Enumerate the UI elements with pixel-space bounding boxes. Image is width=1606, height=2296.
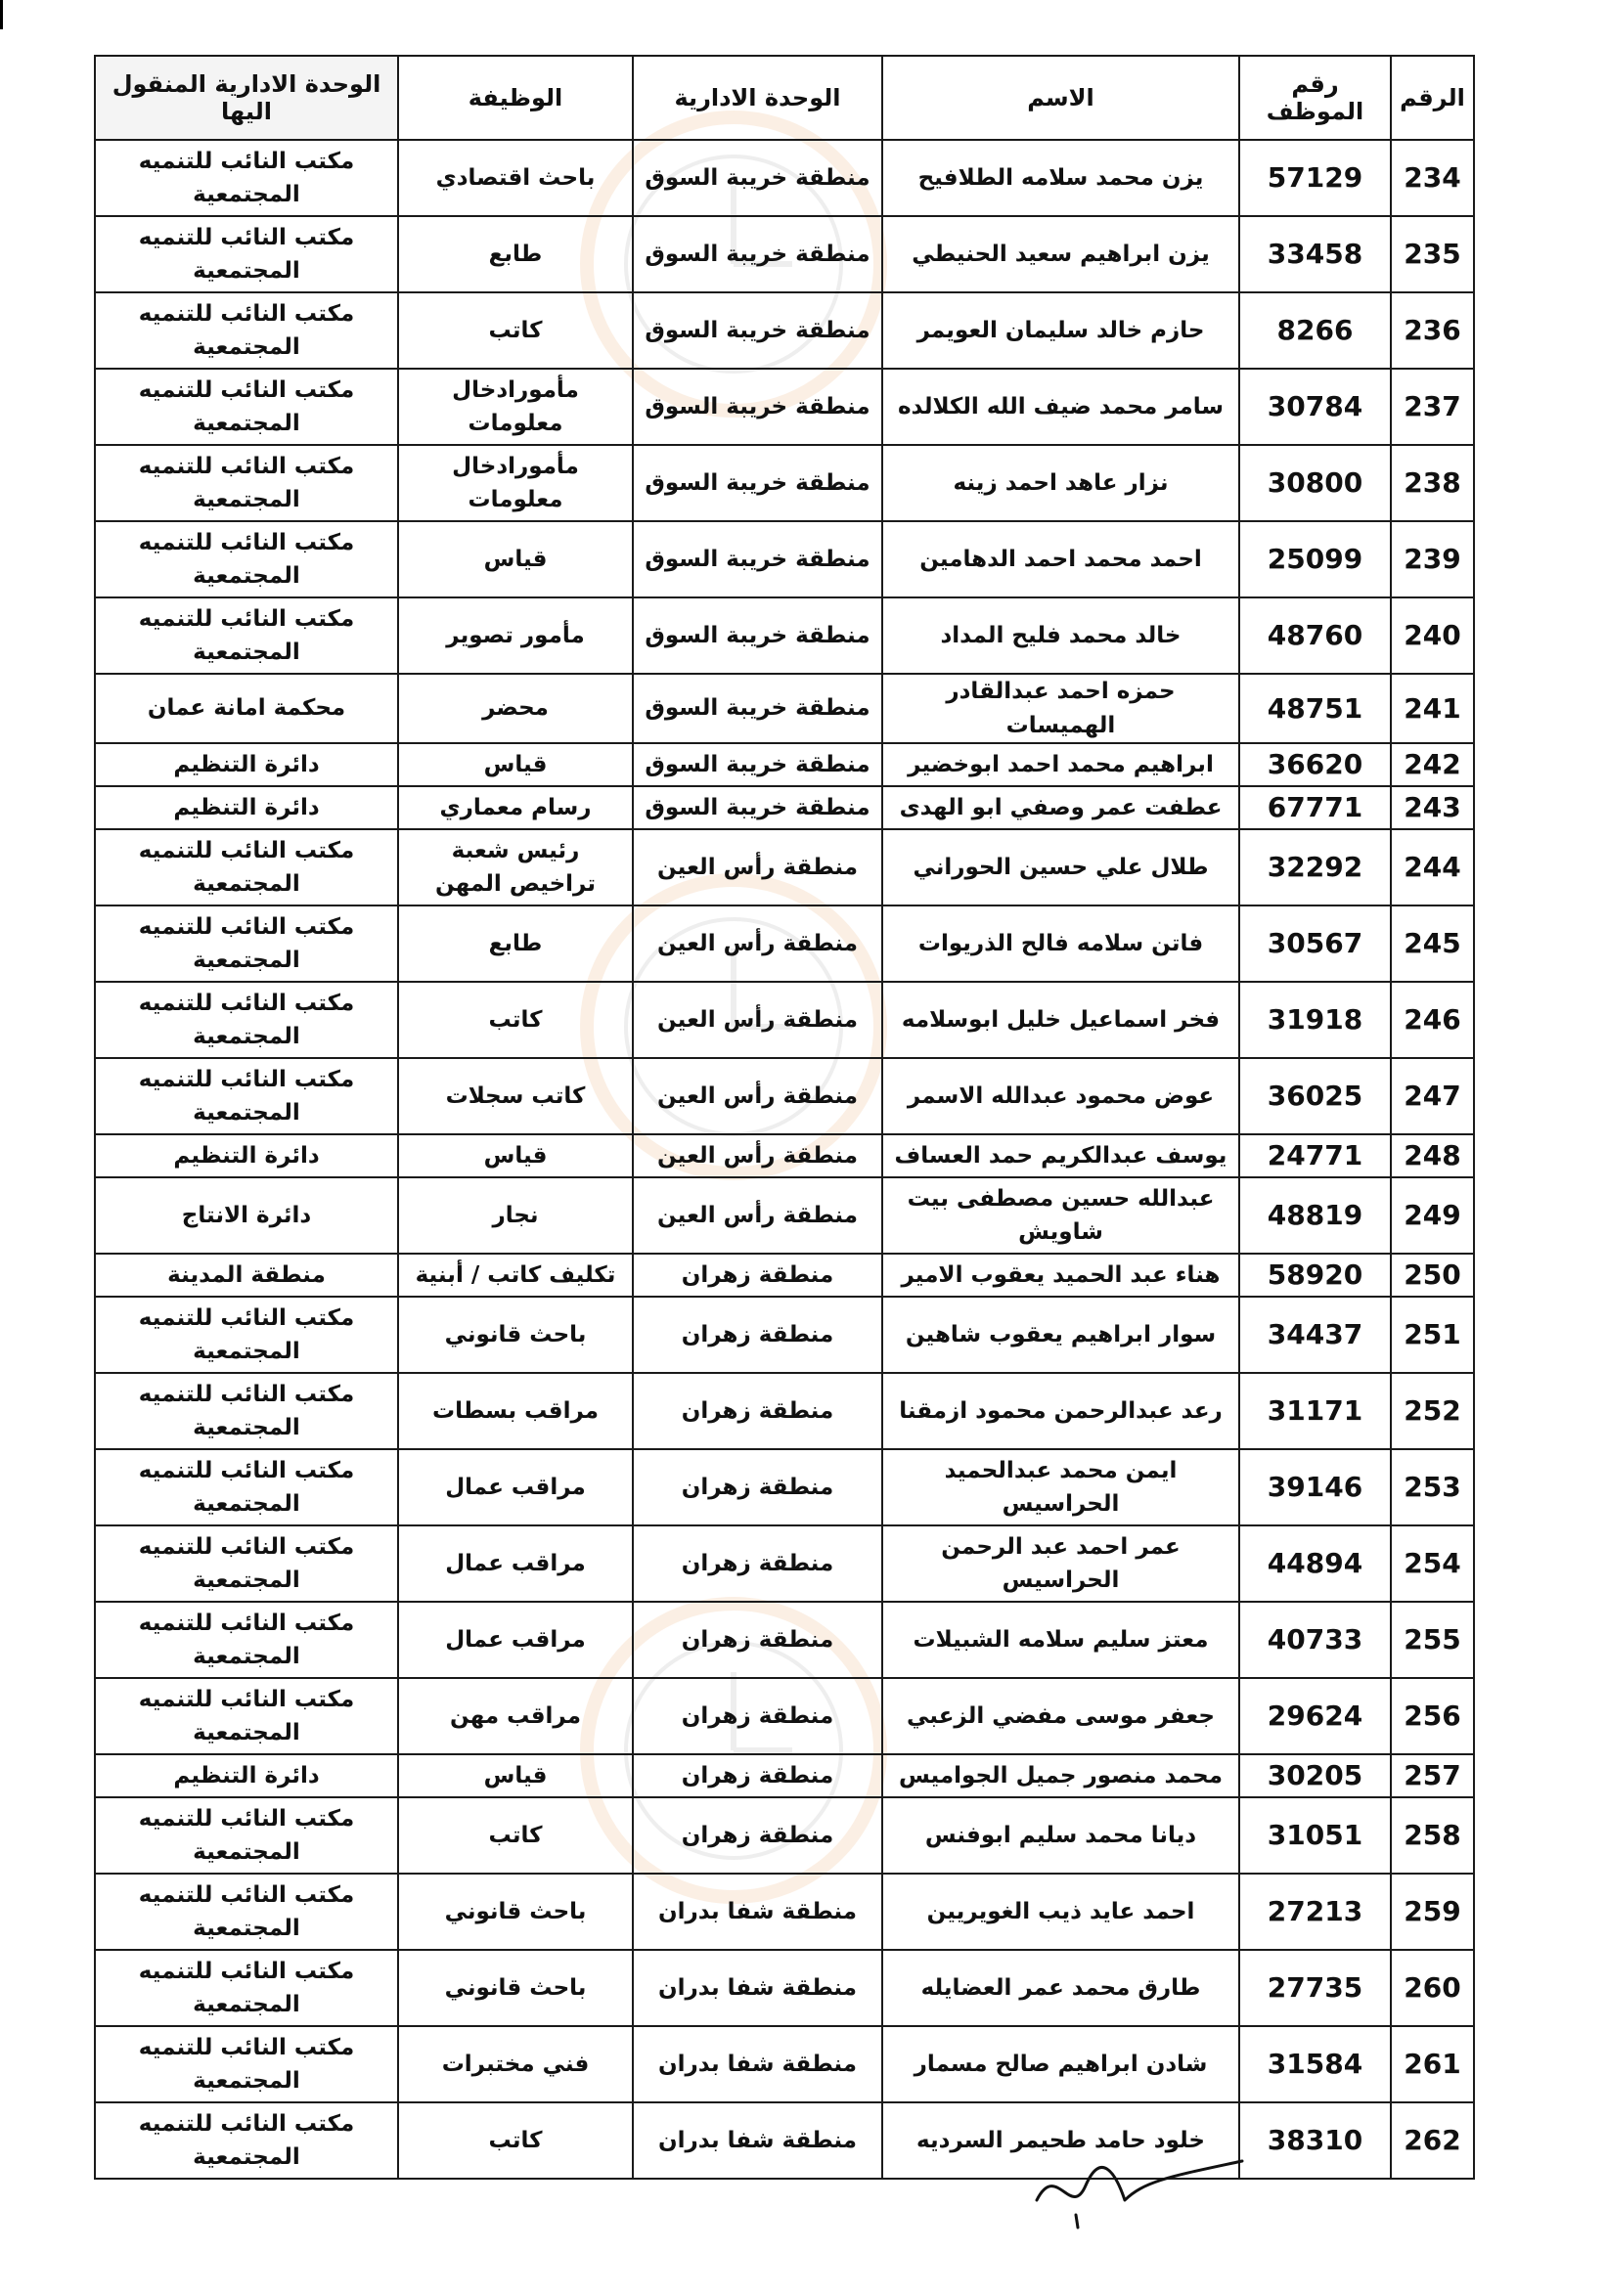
cell-employee-id: 8266 [1239,292,1391,369]
cell-no: 251 [1391,1297,1474,1373]
cell-transfer-unit: مكتب النائب للتنميه المجتمعية [95,1874,398,1950]
cell-transfer-unit: دائرة التنظيم [95,1754,398,1797]
cell-admin-unit: منطقة رأس العين [633,1134,882,1177]
cell-employee-id: 48760 [1239,597,1391,674]
cell-transfer-unit: مكتب النائب للتنميه المجتمعية [95,1058,398,1134]
cell-job: قياس [398,1134,633,1177]
cell-name: سامر محمد ضيف الله الكلالده [882,369,1239,445]
cell-admin-unit: منطقة خريبة السوق [633,597,882,674]
table-row [95,445,1474,521]
cell-employee-id: 31051 [1239,1797,1391,1874]
table-body [95,140,1474,2179]
cell-transfer-unit: مكتب النائب للتنميه المجتمعية [95,216,398,292]
cell-name: فخر اسماعيل خليل ابوسلامه [882,982,1239,1058]
cell-employee-id: 30567 [1239,905,1391,982]
cell-name: فاتن سلامه فالح الذريوات [882,905,1239,982]
cell-no: 248 [1391,1134,1474,1177]
cell-name: احمد محمد احمد الدهامين [882,521,1239,597]
cell-job: طابع [398,905,633,982]
cell-admin-unit: منطقة زهران [633,1754,882,1797]
cell-transfer-unit: مكتب النائب للتنميه المجتمعية [95,1950,398,2026]
scan-edge-mark [0,0,3,29]
cell-job: طابع [398,216,633,292]
cell-transfer-unit: دائرة التنظيم [95,786,398,829]
header-employee-id: رقم الموظف [1239,56,1391,140]
table-row [95,1449,1474,1525]
cell-admin-unit: منطقة خريبة السوق [633,216,882,292]
cell-name: طارق محمد عمر العضايله [882,1950,1239,2026]
cell-transfer-unit: مكتب النائب للتنميه المجتمعية [95,369,398,445]
cell-no: 235 [1391,216,1474,292]
cell-name: حمزه احمد عبدالقادر الهميسات [882,674,1239,743]
table-row [95,1874,1474,1950]
cell-employee-id: 32292 [1239,829,1391,905]
cell-transfer-unit: مكتب النائب للتنميه المجتمعية [95,905,398,982]
cell-name: يزن ابراهيم سعيد الحنيطي [882,216,1239,292]
cell-no: 246 [1391,982,1474,1058]
cell-name: نزار عاهد احمد زينه [882,445,1239,521]
cell-job: رئيس شعبة تراخيص المهن [398,829,633,905]
cell-job: كاتب [398,982,633,1058]
table-row [95,1797,1474,1874]
table-row [95,1950,1474,2026]
cell-name: جعفر موسى مفضي الزعبي [882,1678,1239,1754]
cell-transfer-unit: مكتب النائب للتنميه المجتمعية [95,1525,398,1602]
header-admin-unit: الوحدة الادارية [633,56,882,140]
cell-no: 254 [1391,1525,1474,1602]
cell-name: عمر احمد عبد الرحمن الحراسيس [882,1525,1239,1602]
table-row [95,597,1474,674]
cell-no: 258 [1391,1797,1474,1874]
cell-employee-id: 39146 [1239,1449,1391,1525]
cell-transfer-unit: مكتب النائب للتنميه المجتمعية [95,1678,398,1754]
cell-no: 259 [1391,1874,1474,1950]
cell-job: قياس [398,521,633,597]
cell-transfer-unit: مكتب النائب للتنميه المجتمعية [95,829,398,905]
cell-job: مراقب بسطات [398,1373,633,1449]
cell-name: ابراهيم محمد احمد ابوخضير [882,743,1239,786]
table-row [95,1254,1474,1297]
cell-job: كاتب [398,292,633,369]
cell-job: مراقب عمال [398,1449,633,1525]
cell-employee-id: 30205 [1239,1754,1391,1797]
cell-transfer-unit: منطقة المدينة [95,1254,398,1297]
cell-name: يوسف عبدالكريم حمد العساف [882,1134,1239,1177]
cell-job: مراقب عمال [398,1525,633,1602]
cell-no: 256 [1391,1678,1474,1754]
cell-no: 255 [1391,1602,1474,1678]
cell-name: محمد منصور جميل الجواميس [882,1754,1239,1797]
cell-no: 261 [1391,2026,1474,2102]
cell-name: طلال علي حسين الحوراني [882,829,1239,905]
cell-job: كاتب [398,1797,633,1874]
cell-transfer-unit: مكتب النائب للتنميه المجتمعية [95,521,398,597]
cell-name: رعد عبدالرحمن محمود ازمقنا [882,1373,1239,1449]
table-row [95,786,1474,829]
cell-name: حازم خالد سليمان العويمر [882,292,1239,369]
table-row [95,1134,1474,1177]
table-row [95,521,1474,597]
cell-no: 253 [1391,1449,1474,1525]
cell-name: يزن محمد سلامه الطلافيح [882,140,1239,216]
table-row [95,674,1474,743]
cell-admin-unit: منطقة شفا بدران [633,1874,882,1950]
cell-job: باحث قانوني [398,1297,633,1373]
table-row [95,292,1474,369]
cell-transfer-unit: دائرة التنظيم [95,1134,398,1177]
cell-job: باحث قانوني [398,1874,633,1950]
cell-employee-id: 34437 [1239,1297,1391,1373]
cell-employee-id: 31918 [1239,982,1391,1058]
cell-name: ديانا محمد سليم ابوفنس [882,1797,1239,1874]
table-row [95,1525,1474,1602]
table-header-row [95,56,1474,140]
cell-employee-id: 30784 [1239,369,1391,445]
table-row [95,743,1474,786]
cell-name: عوض محمود عبدالله الاسمر [882,1058,1239,1134]
cell-job: رسام معماري [398,786,633,829]
cell-job: مأمور تصوير [398,597,633,674]
cell-employee-id: 24771 [1239,1134,1391,1177]
table-row [95,1602,1474,1678]
cell-job: قياس [398,743,633,786]
cell-no: 236 [1391,292,1474,369]
cell-job: باحث اقتصادي [398,140,633,216]
cell-employee-id: 58920 [1239,1254,1391,1297]
cell-admin-unit: منطقة خريبة السوق [633,140,882,216]
table-row [95,216,1474,292]
cell-name: عبدالله حسين مصطفى بيت شاويش [882,1177,1239,1254]
table-row [95,829,1474,905]
cell-employee-id: 44894 [1239,1525,1391,1602]
cell-name: ايمن محمد عبدالحميد الحراسيس [882,1449,1239,1525]
cell-job: مراقب مهن [398,1678,633,1754]
table-row [95,1373,1474,1449]
cell-transfer-unit: مكتب النائب للتنميه المجتمعية [95,2026,398,2102]
cell-admin-unit: منطقة خريبة السوق [633,369,882,445]
cell-admin-unit: منطقة شفا بدران [633,1950,882,2026]
cell-admin-unit: منطقة خريبة السوق [633,445,882,521]
header-name: الاسم [882,56,1239,140]
cell-name: شادن ابراهيم صالح مسمار [882,2026,1239,2102]
cell-no: 247 [1391,1058,1474,1134]
cell-no: 242 [1391,743,1474,786]
cell-no: 244 [1391,829,1474,905]
table-row [95,1177,1474,1254]
cell-employee-id: 30800 [1239,445,1391,521]
cell-no: 250 [1391,1254,1474,1297]
cell-admin-unit: منطقة زهران [633,1254,882,1297]
cell-job: مأمورادخال معلومات [398,369,633,445]
cell-transfer-unit: مكتب النائب للتنميه المجتمعية [95,140,398,216]
cell-admin-unit: منطقة رأس العين [633,1058,882,1134]
cell-employee-id: 31584 [1239,2026,1391,2102]
cell-admin-unit: منطقة زهران [633,1297,882,1373]
cell-no: 239 [1391,521,1474,597]
table-row [95,1754,1474,1797]
cell-admin-unit: منطقة زهران [633,1678,882,1754]
cell-transfer-unit: دائرة التنظيم [95,743,398,786]
cell-admin-unit: منطقة رأس العين [633,982,882,1058]
table-row [95,1678,1474,1754]
cell-admin-unit: منطقة زهران [633,1797,882,1874]
cell-transfer-unit: مكتب النائب للتنميه المجتمعية [95,2102,398,2179]
cell-job: كاتب [398,2102,633,2179]
cell-no: 238 [1391,445,1474,521]
table-row [95,2026,1474,2102]
cell-no: 249 [1391,1177,1474,1254]
cell-transfer-unit: مكتب النائب للتنميه المجتمعية [95,1797,398,1874]
cell-transfer-unit: مكتب النائب للتنميه المجتمعية [95,1602,398,1678]
cell-admin-unit: منطقة زهران [633,1602,882,1678]
cell-transfer-unit: مكتب النائب للتنميه المجتمعية [95,445,398,521]
cell-admin-unit: منطقة رأس العين [633,1177,882,1254]
cell-employee-id: 31171 [1239,1373,1391,1449]
cell-no: 240 [1391,597,1474,674]
employee-transfer-table [94,55,1475,2180]
cell-no: 260 [1391,1950,1474,2026]
cell-no: 243 [1391,786,1474,829]
cell-admin-unit: منطقة زهران [633,1449,882,1525]
cell-employee-id: 48751 [1239,674,1391,743]
cell-transfer-unit: مكتب النائب للتنميه المجتمعية [95,1297,398,1373]
cell-employee-id: 48819 [1239,1177,1391,1254]
cell-admin-unit: منطقة خريبة السوق [633,521,882,597]
cell-employee-id: 29624 [1239,1678,1391,1754]
signature [1017,2141,1252,2230]
table-row [95,982,1474,1058]
cell-employee-id: 38310 [1239,2102,1391,2179]
cell-no: 237 [1391,369,1474,445]
header-transfer-unit: الوحدة الادارية المنقول اليها [95,56,398,140]
cell-job: كاتب سجلات [398,1058,633,1134]
cell-no: 257 [1391,1754,1474,1797]
cell-transfer-unit: مكتب النائب للتنميه المجتمعية [95,982,398,1058]
cell-name: سوار ابراهيم يعقوب شاهين [882,1297,1239,1373]
cell-no: 241 [1391,674,1474,743]
cell-admin-unit: منطقة رأس العين [633,829,882,905]
cell-employee-id: 40733 [1239,1602,1391,1678]
cell-job: فني مختبرات [398,2026,633,2102]
cell-job: مراقب عمال [398,1602,633,1678]
table-row [95,2102,1474,2179]
table-row [95,1297,1474,1373]
cell-admin-unit: منطقة خريبة السوق [633,786,882,829]
cell-employee-id: 25099 [1239,521,1391,597]
cell-name: احمد عايد ذيب الغويريين [882,1874,1239,1950]
cell-job: تكليف كاتب / أبنية [398,1254,633,1297]
cell-job: قياس [398,1754,633,1797]
cell-admin-unit: منطقة زهران [633,1373,882,1449]
cell-admin-unit: منطقة خريبة السوق [633,292,882,369]
cell-no: 245 [1391,905,1474,982]
cell-admin-unit: منطقة زهران [633,1525,882,1602]
cell-employee-id: 57129 [1239,140,1391,216]
cell-employee-id: 27735 [1239,1950,1391,2026]
table-row [95,1058,1474,1134]
cell-transfer-unit: مكتب النائب للتنميه المجتمعية [95,1449,398,1525]
cell-transfer-unit: مكتب النائب للتنميه المجتمعية [95,1373,398,1449]
cell-job: نجار [398,1177,633,1254]
cell-employee-id: 36025 [1239,1058,1391,1134]
cell-name: عطفت عمر وصفي ابو الهدى [882,786,1239,829]
cell-employee-id: 27213 [1239,1874,1391,1950]
cell-job: مأمورادخال معلومات [398,445,633,521]
table-row [95,140,1474,216]
cell-transfer-unit: محكمة امانة عمان [95,674,398,743]
cell-admin-unit: منطقة خريبة السوق [633,674,882,743]
cell-employee-id: 33458 [1239,216,1391,292]
table-row [95,369,1474,445]
cell-admin-unit: منطقة خريبة السوق [633,743,882,786]
header-no: الرقم [1391,56,1474,140]
header-job: الوظيفة [398,56,633,140]
cell-name: هناء عبد الحميد يعقوب الامير [882,1254,1239,1297]
cell-transfer-unit: مكتب النائب للتنميه المجتمعية [95,597,398,674]
cell-transfer-unit: مكتب النائب للتنميه المجتمعية [95,292,398,369]
cell-admin-unit: منطقة رأس العين [633,905,882,982]
cell-name: خالد محمد فليح المداد [882,597,1239,674]
cell-admin-unit: منطقة شفا بدران [633,2026,882,2102]
cell-employee-id: 67771 [1239,786,1391,829]
cell-no: 234 [1391,140,1474,216]
cell-no: 262 [1391,2102,1474,2179]
cell-employee-id: 36620 [1239,743,1391,786]
cell-name: معتز سليم سلامه الشبيلات [882,1602,1239,1678]
cell-job: باحث قانوني [398,1950,633,2026]
cell-no: 252 [1391,1373,1474,1449]
table-row [95,905,1474,982]
cell-job: محضر [398,674,633,743]
cell-admin-unit: منطقة شفا بدران [633,2102,882,2179]
cell-name: خلود حامد طحيمر السرديه [882,2102,1239,2179]
cell-transfer-unit: دائرة الانتاج [95,1177,398,1254]
